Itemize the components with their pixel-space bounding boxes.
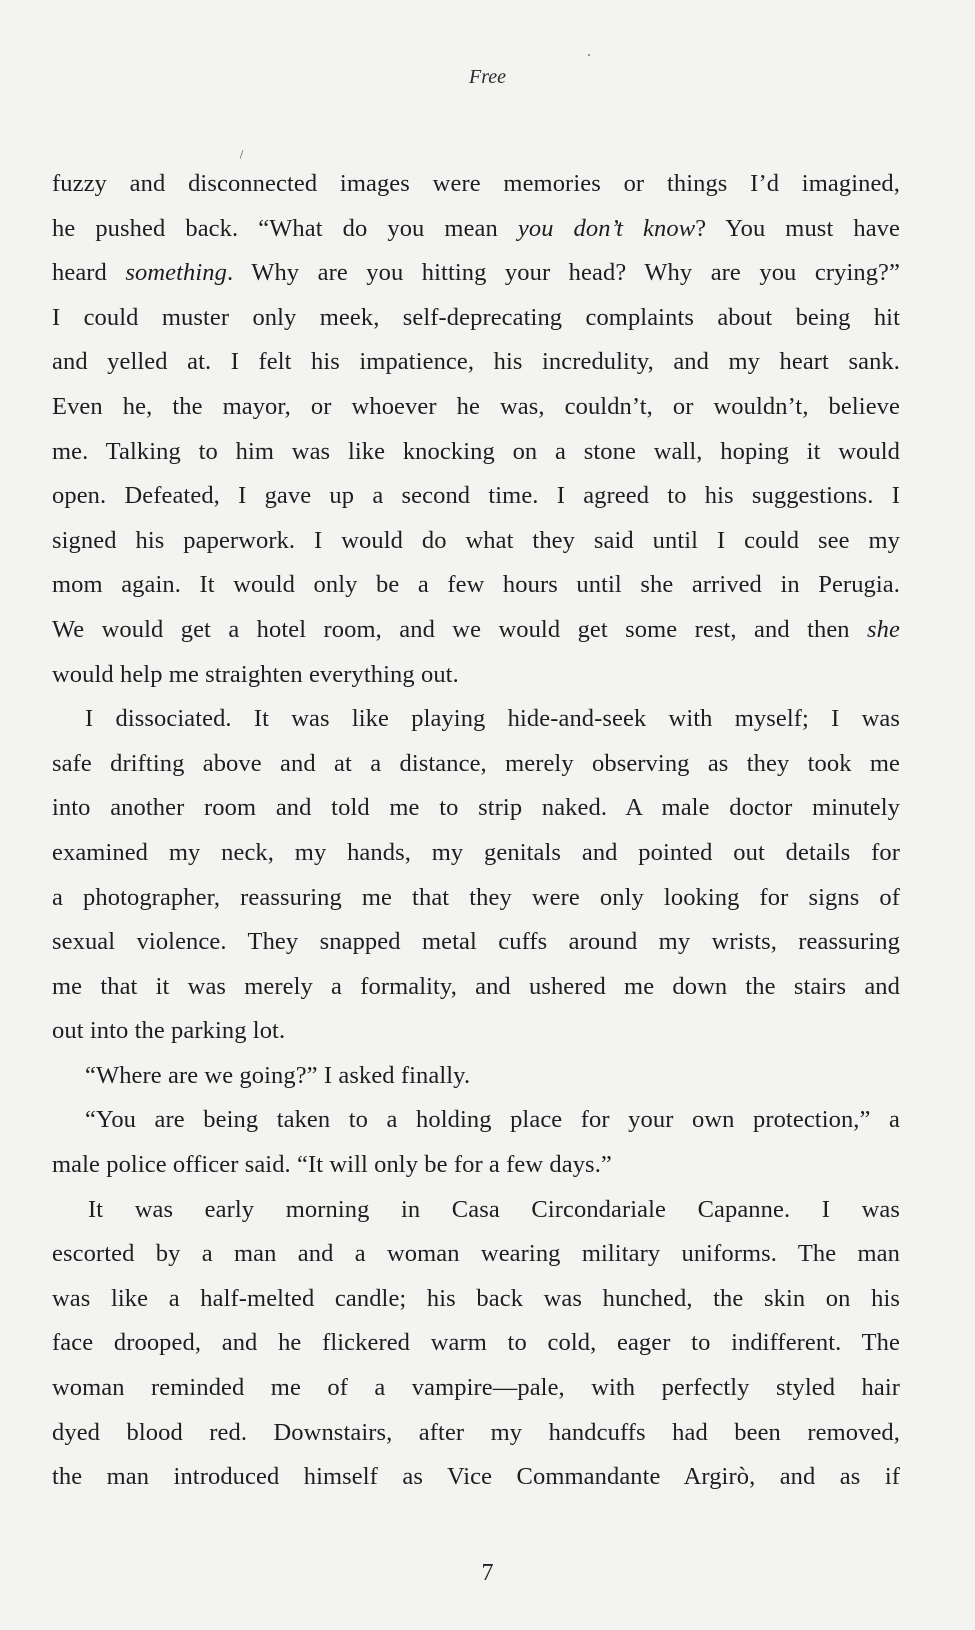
text-line: I could muster only meek, self-deprecating complaints about being hit: [52, 303, 900, 331]
paragraph-start-line: “You are being taken to a holding place for your own protection,” a: [85, 1106, 900, 1134]
text-line: Even he, the mayor, or whoever he was, couldn’t, or wouldn’t, believe: [52, 392, 900, 420]
text-line: a photographer, reassuring me that they were only looking for signs of: [52, 883, 900, 911]
paragraph-start-line: “Where are we going?” I asked finally.: [85, 1061, 471, 1089]
text-line: examined my neck, my hands, my genitals and pointed out details for: [52, 838, 900, 866]
text-line: signed his paperwork. I would do what they said until I could see my: [52, 526, 900, 554]
text-line: dyed blood red. Downstairs, after my handcuffs had been removed,: [52, 1418, 900, 1446]
text-line: into another room and told me to strip naked. A male doctor minutely: [52, 794, 900, 822]
text-line: and yelled at. I felt his impatience, his incredulity, and my heart sank.: [52, 348, 900, 376]
paper-mark: [240, 150, 244, 159]
page-number: 7: [481, 1560, 494, 1586]
paragraph-start-line: It was early morning in Casa Circondariale Capanne. I was: [88, 1195, 900, 1223]
text-line: fuzzy and disconnected images were memories or things I’d imagined,: [52, 170, 900, 197]
text-line: me. Talking to him was like knocking on a stone wall, hoping it would: [52, 437, 900, 465]
paper-speck: [588, 54, 590, 56]
body-text: [52, 162, 900, 1500]
text-line: sexual violence. They snapped metal cuffs around my wrists, reassuring: [52, 928, 900, 956]
text-line: he pushed back. “What do you mean you don’t know? You must have: [52, 214, 901, 242]
text-line: would help me straighten everything out.: [52, 660, 459, 688]
text-line: woman reminded me of a vampire—pale, with perfectly styled hair: [52, 1374, 900, 1402]
text-line: male police officer said. “It will only be for a few days.”: [52, 1151, 612, 1179]
text-line: me that it was merely a formality, and ushered me down the stairs and: [52, 972, 900, 1000]
text-line: was like a half-melted candle; his back was hunched, the skin on his: [52, 1284, 900, 1312]
text-line: mom again. It would only be a few hours until she arrived in Perugia.: [52, 571, 900, 599]
text-line: open. Defeated, I gave up a second time. I agreed to his suggestions. I: [52, 482, 900, 510]
text-line: safe drifting above and at a distance, merely observing as they took me: [52, 749, 900, 777]
text-line: escorted by a man and a woman wearing military uniforms. The man: [52, 1240, 900, 1268]
running-head: Free: [468, 66, 506, 88]
paragraph-start-line: I dissociated. It was like playing hide-and-seek with myself; I was: [85, 705, 900, 733]
text-line: heard something. Why are you hitting your head? Why are you crying?”: [52, 259, 901, 287]
text-line: We would get a hotel room, and we would get some rest, and then she: [52, 615, 900, 643]
text-line: face drooped, and he flickered warm to cold, eager to indifferent. The: [52, 1329, 900, 1357]
text-line: out into the parking lot.: [52, 1017, 286, 1045]
text-line: the man introduced himself as Vice Commandante Argirò, and as if: [52, 1463, 900, 1491]
